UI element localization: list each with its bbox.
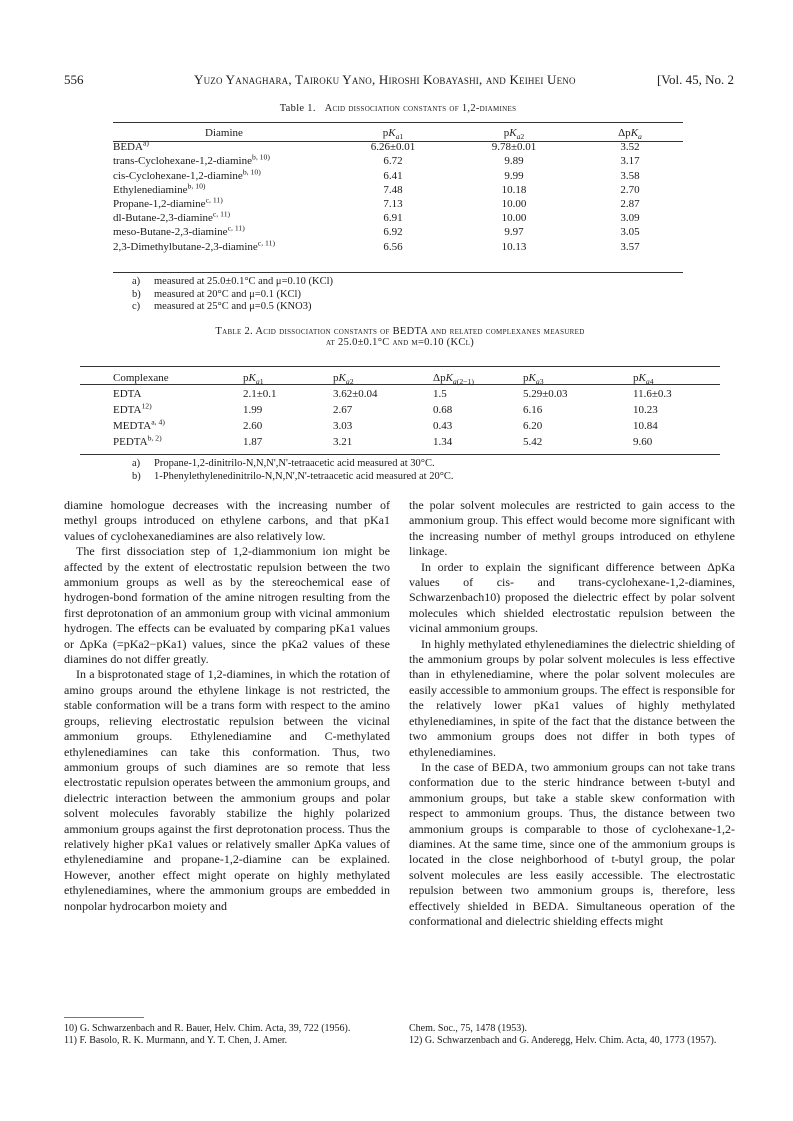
value-cell: 1.99	[243, 404, 263, 416]
table1-caption-label: Table 1.	[279, 103, 316, 114]
diamine-name: trans-Cyclohexane-1,2-diamine	[113, 155, 252, 168]
table2-caption-line2: at 25.0±0.1°C and μ=0.10 (KCl)	[325, 337, 475, 348]
value-cell: 3.21	[333, 436, 353, 448]
table1-header-dpka: ΔpK$_a$	[618, 127, 642, 142]
diamine-name: cis-Cyclohexane-1,2-diamine	[113, 169, 243, 182]
dpka-cell: 2.87	[620, 198, 640, 211]
value-cell: 1.5	[433, 388, 447, 400]
value-cell: 3.62±0.04	[333, 388, 378, 400]
pka1-cell: 6.91	[383, 212, 403, 225]
pka2-cell: 9.97	[504, 226, 524, 239]
page-header	[64, 72, 734, 90]
value-cell: 2.67	[333, 404, 353, 416]
complexane-name: EDTA	[113, 388, 142, 400]
reference-mark: a)	[142, 138, 149, 148]
dpka-cell: 3.57	[620, 240, 640, 253]
diamine-name-cell	[113, 225, 335, 239]
complexane-name: PEDTA	[113, 436, 148, 448]
dpka-cell: 2.70	[620, 183, 640, 196]
table1-bottom-rule	[113, 272, 683, 273]
table2-notes	[132, 458, 692, 483]
pka2-cell: 10.13	[501, 240, 527, 253]
volume-info: [Vol. 45, No. 2	[656, 72, 734, 87]
pka2-cell: 9.78±0.01	[491, 141, 537, 154]
diamine-name-cell	[113, 183, 335, 197]
table-row	[113, 140, 683, 154]
note-label: a)	[132, 276, 141, 287]
pka2-cell: 10.00	[501, 212, 527, 225]
reference-mark: a, 4)	[151, 417, 165, 427]
body-paragraph: diamine homologue decreases with the increasing number of methyl groups introduced on ethylene carbons, and that pKa1 values of cyclohexanediamines are also relatively low.	[64, 498, 390, 543]
table-row	[113, 154, 683, 168]
reference-mark: c, 11)	[257, 237, 276, 247]
footnotes-left	[64, 1023, 390, 1047]
value-cell: 10.84	[633, 420, 658, 432]
value-cell: 6.16	[523, 404, 543, 416]
table-row	[113, 434, 703, 450]
table2-header-pka2: $pK_{a2}$	[333, 372, 354, 387]
note-label: a)	[132, 458, 141, 469]
diamine-name-cell	[113, 154, 335, 168]
table-row	[113, 418, 703, 434]
footnote: 11) F. Basolo, R. K. Murmann, and Y. T. Chen, J. Amer.	[64, 1035, 288, 1046]
footnotes-right	[409, 1023, 735, 1047]
note-label: b)	[132, 470, 141, 482]
table1-top-rule	[113, 122, 683, 123]
pka1-cell: 6.26±0.01	[370, 141, 416, 154]
complexane-name-cell	[113, 418, 243, 434]
table2-header-dpka: ΔpK$_{a(2-1)}$	[433, 372, 474, 387]
body-paragraph: In a bisprotonated stage of 1,2-diamines, in which the rotation of amino groups around the ethylene linkage is not restricted, the stable conformation will be a trans form with respect to the amino groups, relieving electrostatic repulsion between the vicinal ammonium groups. Ethylenediamine and C-methylated ethylenediamines can take this conformation. Thus, two ammonium groups of such diamines are so remote that less electrostatic repulsion operates between the ammonium groups, and dielectric interaction between the ammonium groups and polar solvent molecules favorably stabilize the highly polarized ammonium groups against the first deprotonation process. Thus the relatively higher pKa1 values or relatively smaller ΔpKa values of ethylenediamine and propane-1,2-diamine can be explained. However, another effect might operate on highly methylated ethylenediamines, where the ammonium groups are embedded in nonpolar hydrocarbon moiety and	[64, 667, 390, 913]
table-row	[113, 402, 703, 418]
note-text: 1-Phenylethylenedinitrilo-N,N,N',N'-tetraacetic acid measured at 20°C.	[154, 470, 454, 482]
table2-header-pka4: $pK_{a4}$	[633, 372, 654, 387]
pka2-cell: 9.99	[504, 169, 524, 182]
left-text-column	[64, 498, 390, 914]
pka1-cell: 7.48	[383, 183, 403, 196]
table1-header-pka1: $pK_{a1}$	[382, 127, 404, 142]
diamine-name: 2,3-Dimethylbutane-2,3-diamine	[113, 240, 258, 253]
diamine-name: BEDA	[113, 141, 143, 154]
note-label: b)	[132, 288, 141, 300]
value-cell: 11.6±0.3	[633, 388, 672, 400]
dpka-cell: 3.52	[620, 141, 640, 154]
diamine-name-cell	[113, 211, 335, 225]
note-text: measured at 25°C and μ=0.5 (KNO3)	[154, 301, 312, 312]
pka1-cell: 6.41	[383, 169, 403, 182]
dpka-cell: 3.58	[620, 169, 640, 182]
table-note	[132, 471, 692, 484]
pka2-cell: 10.00	[501, 198, 527, 211]
table2-header-row	[113, 370, 703, 386]
value-cell: 0.43	[433, 420, 453, 432]
value-cell: 5.29±0.03	[523, 388, 568, 400]
table-row	[113, 386, 703, 402]
table2-caption	[100, 326, 700, 348]
value-cell: 3.03	[333, 420, 353, 432]
table-row	[113, 240, 683, 254]
footnote: 12) G. Schwarzenbach and G. Anderegg, Helv. Chim. Acta, 40, 1773 (1957).	[409, 1035, 717, 1046]
running-authors: Yuzo Yanaghara, Tairoku Yano, Hiroshi Kobayashi, and Keihei Ueno	[194, 72, 576, 87]
table2-bottom-rule	[80, 454, 720, 455]
pka1-cell: 6.92	[383, 226, 403, 239]
table2-header-pka1: $pK_{a1}$	[243, 372, 264, 387]
table1-caption-text: Acid dissociation constants of 1,2-diamines	[324, 103, 517, 114]
table-note	[132, 276, 632, 289]
table-note	[132, 458, 692, 471]
value-cell: 0.68	[433, 404, 453, 416]
body-paragraph: In highly methylated ethylenediamines the dielectric shielding of the ammonium groups by polar solvent molecules is less effective than in ethylenediamine, where the polar solvent molecules are easily accessible to ammonium groups. The effect is responsible for the relatively lower pKa1 values of highly methylated ethylenediamines, in spite of the fact that the distance between the two ammonium groups does not differ in both types of ethylenediamines.	[409, 636, 735, 759]
table2	[113, 370, 703, 450]
reference-mark: 12)	[141, 401, 152, 411]
diamine-name-cell	[113, 140, 335, 154]
pka1-cell: 6.56	[383, 240, 403, 253]
table-row	[113, 225, 683, 239]
reference-mark: b, 10)	[187, 181, 206, 191]
body-paragraph: In order to explain the significant difference between ΔpKa values of cis- and trans-cyclohexane-1,2-diamines, Schwarzenbach10) proposed the dielectric effect by polar solvent molecules which shielded electrostatic repulsion between the vicinal ammonium groups.	[409, 559, 735, 636]
reference-mark: c, 11)	[212, 209, 231, 219]
complexane-name-cell	[113, 402, 243, 418]
value-cell: 5.42	[523, 436, 543, 448]
complexane-name: EDTA	[113, 404, 142, 416]
page-number: 556	[64, 72, 84, 87]
diamine-name: dl-Butane-2,3-diamine	[113, 212, 213, 225]
note-label: c)	[132, 301, 141, 312]
diamine-name-cell	[113, 169, 335, 183]
reference-mark: c, 11)	[227, 223, 245, 233]
note-text: measured at 20°C and μ=0.1 (KCl)	[154, 288, 301, 300]
table1-header-diamine: Diamine	[205, 127, 243, 140]
footnote: 10) G. Schwarzenbach and R. Bauer, Helv. Chim. Acta, 39, 722 (1956).	[64, 1023, 351, 1034]
dpka-cell: 3.09	[620, 212, 640, 225]
diamine-name: meso-Butane-2,3-diamine	[113, 226, 228, 239]
table2-top-rule	[80, 366, 720, 367]
pka1-cell: 7.13	[383, 198, 403, 211]
table2-body	[113, 386, 703, 450]
value-cell: 10.23	[633, 404, 658, 416]
note-text: measured at 25.0±0.1°C and μ=0.10 (KCl)	[154, 276, 333, 287]
footnote-rule	[64, 1017, 144, 1018]
right-text-column	[409, 498, 735, 929]
body-paragraph: The first dissociation step of 1,2-diammonium ion might be affected by the extent of electrostatic repulsion between the two ammonium groups as well as by the stereochemical ease of hydrogen-bond formation of the amine nitrogen resulting from the first deprotonation of an ammonium group with vicinal ammonium hydrogen. The effects can be evaluated by comparing pKa1 values or ΔpKa (=pKa2−pKa1) values, since the pKa2 values of these diamines do not differ greatly.	[64, 544, 390, 667]
value-cell: 2.60	[243, 420, 263, 432]
dpka-cell: 3.05	[620, 226, 640, 239]
table-note	[132, 289, 632, 302]
reference-mark: c, 11)	[205, 195, 223, 205]
value-cell: 1.87	[243, 436, 263, 448]
body-paragraph: the polar solvent molecules are restricted to gain access to the ammonium group. This effect would become more significant with the increasing number of methyl groups introduced on ethylene linkage.	[409, 498, 735, 559]
table2-caption-line1: Table 2. Acid dissociation constants of BEDTA and related complexanes measured	[215, 326, 585, 337]
complexane-name-cell	[113, 434, 243, 450]
reference-mark: b, 10)	[242, 167, 261, 176]
value-cell: 9.60	[633, 436, 653, 448]
footnote: Chem. Soc., 75, 1478 (1953).	[409, 1023, 528, 1034]
table1	[113, 126, 683, 254]
table2-header-complexane: Complexane	[113, 372, 169, 384]
table1-caption	[113, 103, 683, 114]
body-paragraph: In the case of BEDA, two ammonium groups can not take trans conformation due to the steric hindrance between t-butyl and ammonium groups, but take a stable skew conformation with respect to ammonium groups. Thus, the distance between two ammonium groups is comparable to those of cyclohexane-1,2-diamines. At the same time, since one of the ammonium groups is located in the close neighborhood of t-butyl group, the polar solvent molecules are less easily accessible. The electrostatic repulsion between two ammonium groups is, therefore, less effectively shielded in BEDA. Simultaneous operation of the conformational and dielectric shielding effects might	[409, 759, 735, 928]
table-note	[132, 301, 632, 314]
value-cell: 1.34	[433, 436, 453, 448]
complexane-name-cell	[113, 386, 243, 402]
table-row	[113, 183, 683, 197]
complexane-name: MEDTA	[113, 420, 152, 432]
table1-notes	[132, 276, 632, 314]
value-cell: 6.20	[523, 420, 543, 432]
note-text: Propane-1,2-dinitrilo-N,N,N',N'-tetraacetic acid measured at 30°C.	[154, 458, 435, 469]
pka2-cell: 9.89	[504, 155, 524, 168]
table-row	[113, 197, 683, 211]
reference-mark: b, 10)	[251, 152, 270, 162]
dpka-cell: 3.17	[620, 155, 640, 168]
diamine-name-cell	[113, 237, 335, 254]
table2-header-pka3: $pK_{a3}$	[523, 372, 544, 387]
table1-body	[113, 140, 683, 254]
table-row	[113, 211, 683, 225]
diamine-name: Ethylenediamine	[113, 183, 188, 196]
diamine-name: Propane-1,2-diamine	[113, 198, 206, 211]
reference-mark: b, 2)	[147, 433, 162, 443]
pka1-cell: 6.72	[383, 155, 403, 168]
value-cell: 2.1±0.1	[243, 388, 277, 400]
table1-header-pka2: $pK_{a2}$	[503, 127, 525, 142]
table1-header-row	[113, 126, 683, 140]
pka2-cell: 10.18	[501, 183, 527, 196]
